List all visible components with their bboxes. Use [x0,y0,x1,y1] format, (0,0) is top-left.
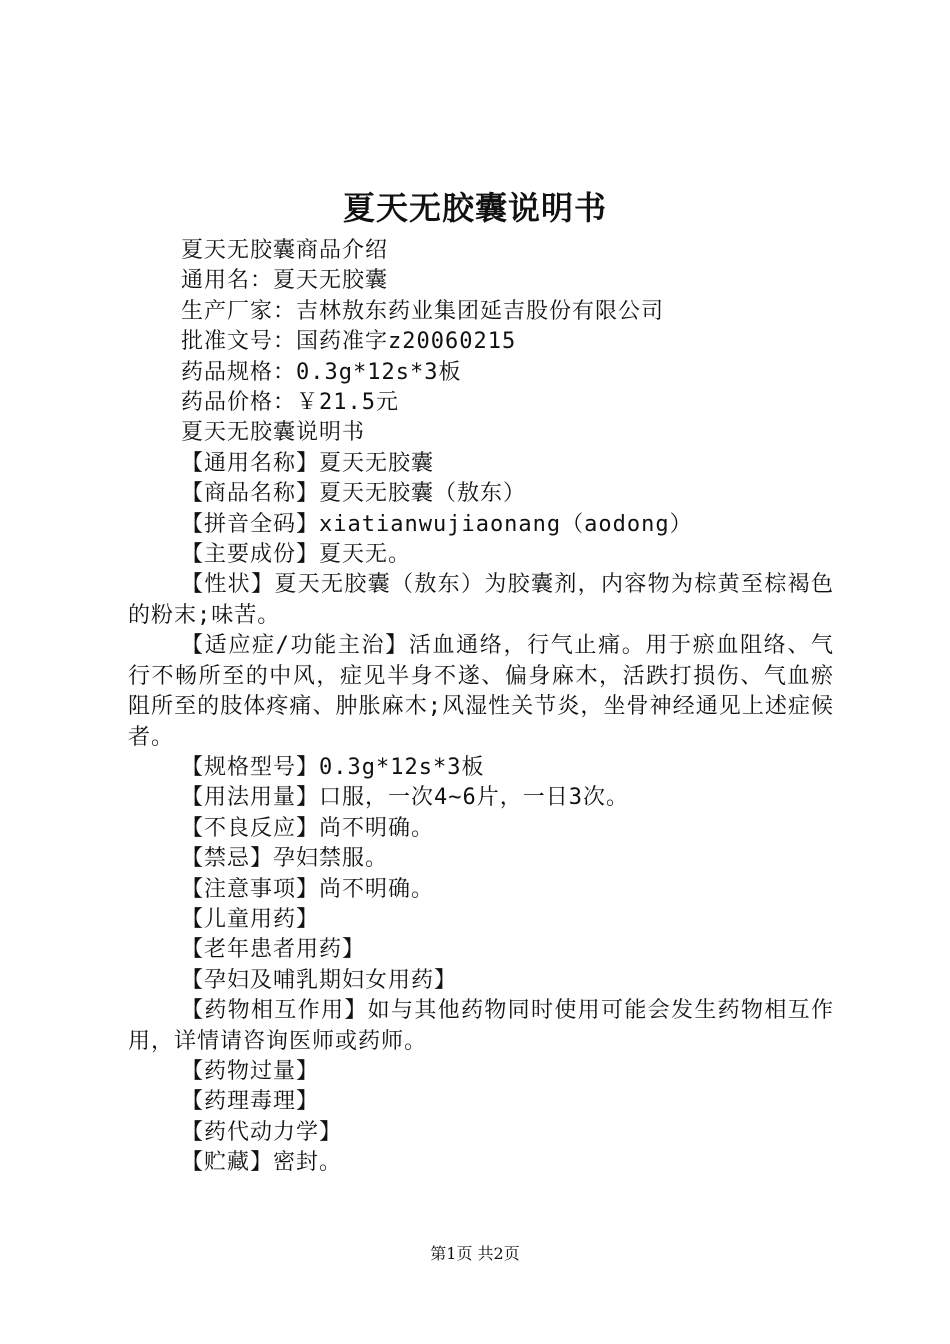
paragraph: 夏天无胶囊商品介绍 [181,238,389,263]
paragraph: 【不良反应】尚不明确。 [181,815,435,841]
paragraph: 【通用名称】夏天无胶囊 [181,450,435,476]
paragraph: 【注意事项】尚不明确。 [181,876,435,902]
paragraph: 【药物相互作用】如与其他药物同时使用可能会发生药物相互作用，详情请咨询医师或药师。 [128,998,834,1054]
paragraph: 【药代动力学】 [181,1119,343,1145]
paragraph: 【适应症/功能主治】活血通络，行气止痛。用于瘀血阻络、气行不畅所至的中风，症见半身不遂、偏身麻木，活跌打损伤、气血瘀阻所至的肢体疼痛、肿胀麻木;风湿性关节炎，坐骨神经通见上述症候者。 [128,633,834,750]
paragraph: 【贮藏】密封。 [181,1150,343,1176]
paragraph: 药品规格：0.3g*12s*3板 [181,359,462,385]
paragraph: 【儿童用药】 [181,906,320,932]
paragraph: 【老年患者用药】 [181,937,366,963]
paragraph: 【药理毒理】 [181,1089,320,1115]
paragraph: 【主要成份】夏天无。 [181,542,412,568]
paragraph: 【用法用量】口服，一次4~6片，一日3次。 [181,785,629,811]
paragraph: 夏天无胶囊说明书 [181,420,366,446]
paragraph: 药品价格：￥21.5元 [181,390,399,416]
document-body [128,236,834,1179]
paragraph: 【药物过量】 [181,1058,320,1084]
paragraph: 【禁忌】孕妇禁服。 [181,846,389,872]
paragraph: 【拼音全码】xiatianwujiaonang（aodong） [181,511,693,537]
paragraph: 【性状】夏天无胶囊（敖东）为胶囊剂，内容物为棕黄至棕褐色的粉末;味苦。 [128,572,834,628]
page-footer: 第1页 共2页 [430,1244,520,1263]
document-title: 夏天无胶囊说明书 [342,189,607,227]
paragraph: 批准文号：国药准字z20060215 [181,329,517,355]
paragraph: 生产厂家：吉林敖东药业集团延吉股份有限公司 [181,298,665,324]
paragraph: 【规格型号】0.3g*12s*3板 [181,754,485,780]
paragraph: 【孕妇及哺乳期妇女用药】 [181,967,458,993]
paragraph: 通用名：夏天无胶囊 [181,268,389,294]
paragraph: 【商品名称】夏天无胶囊（敖东） [181,481,527,507]
